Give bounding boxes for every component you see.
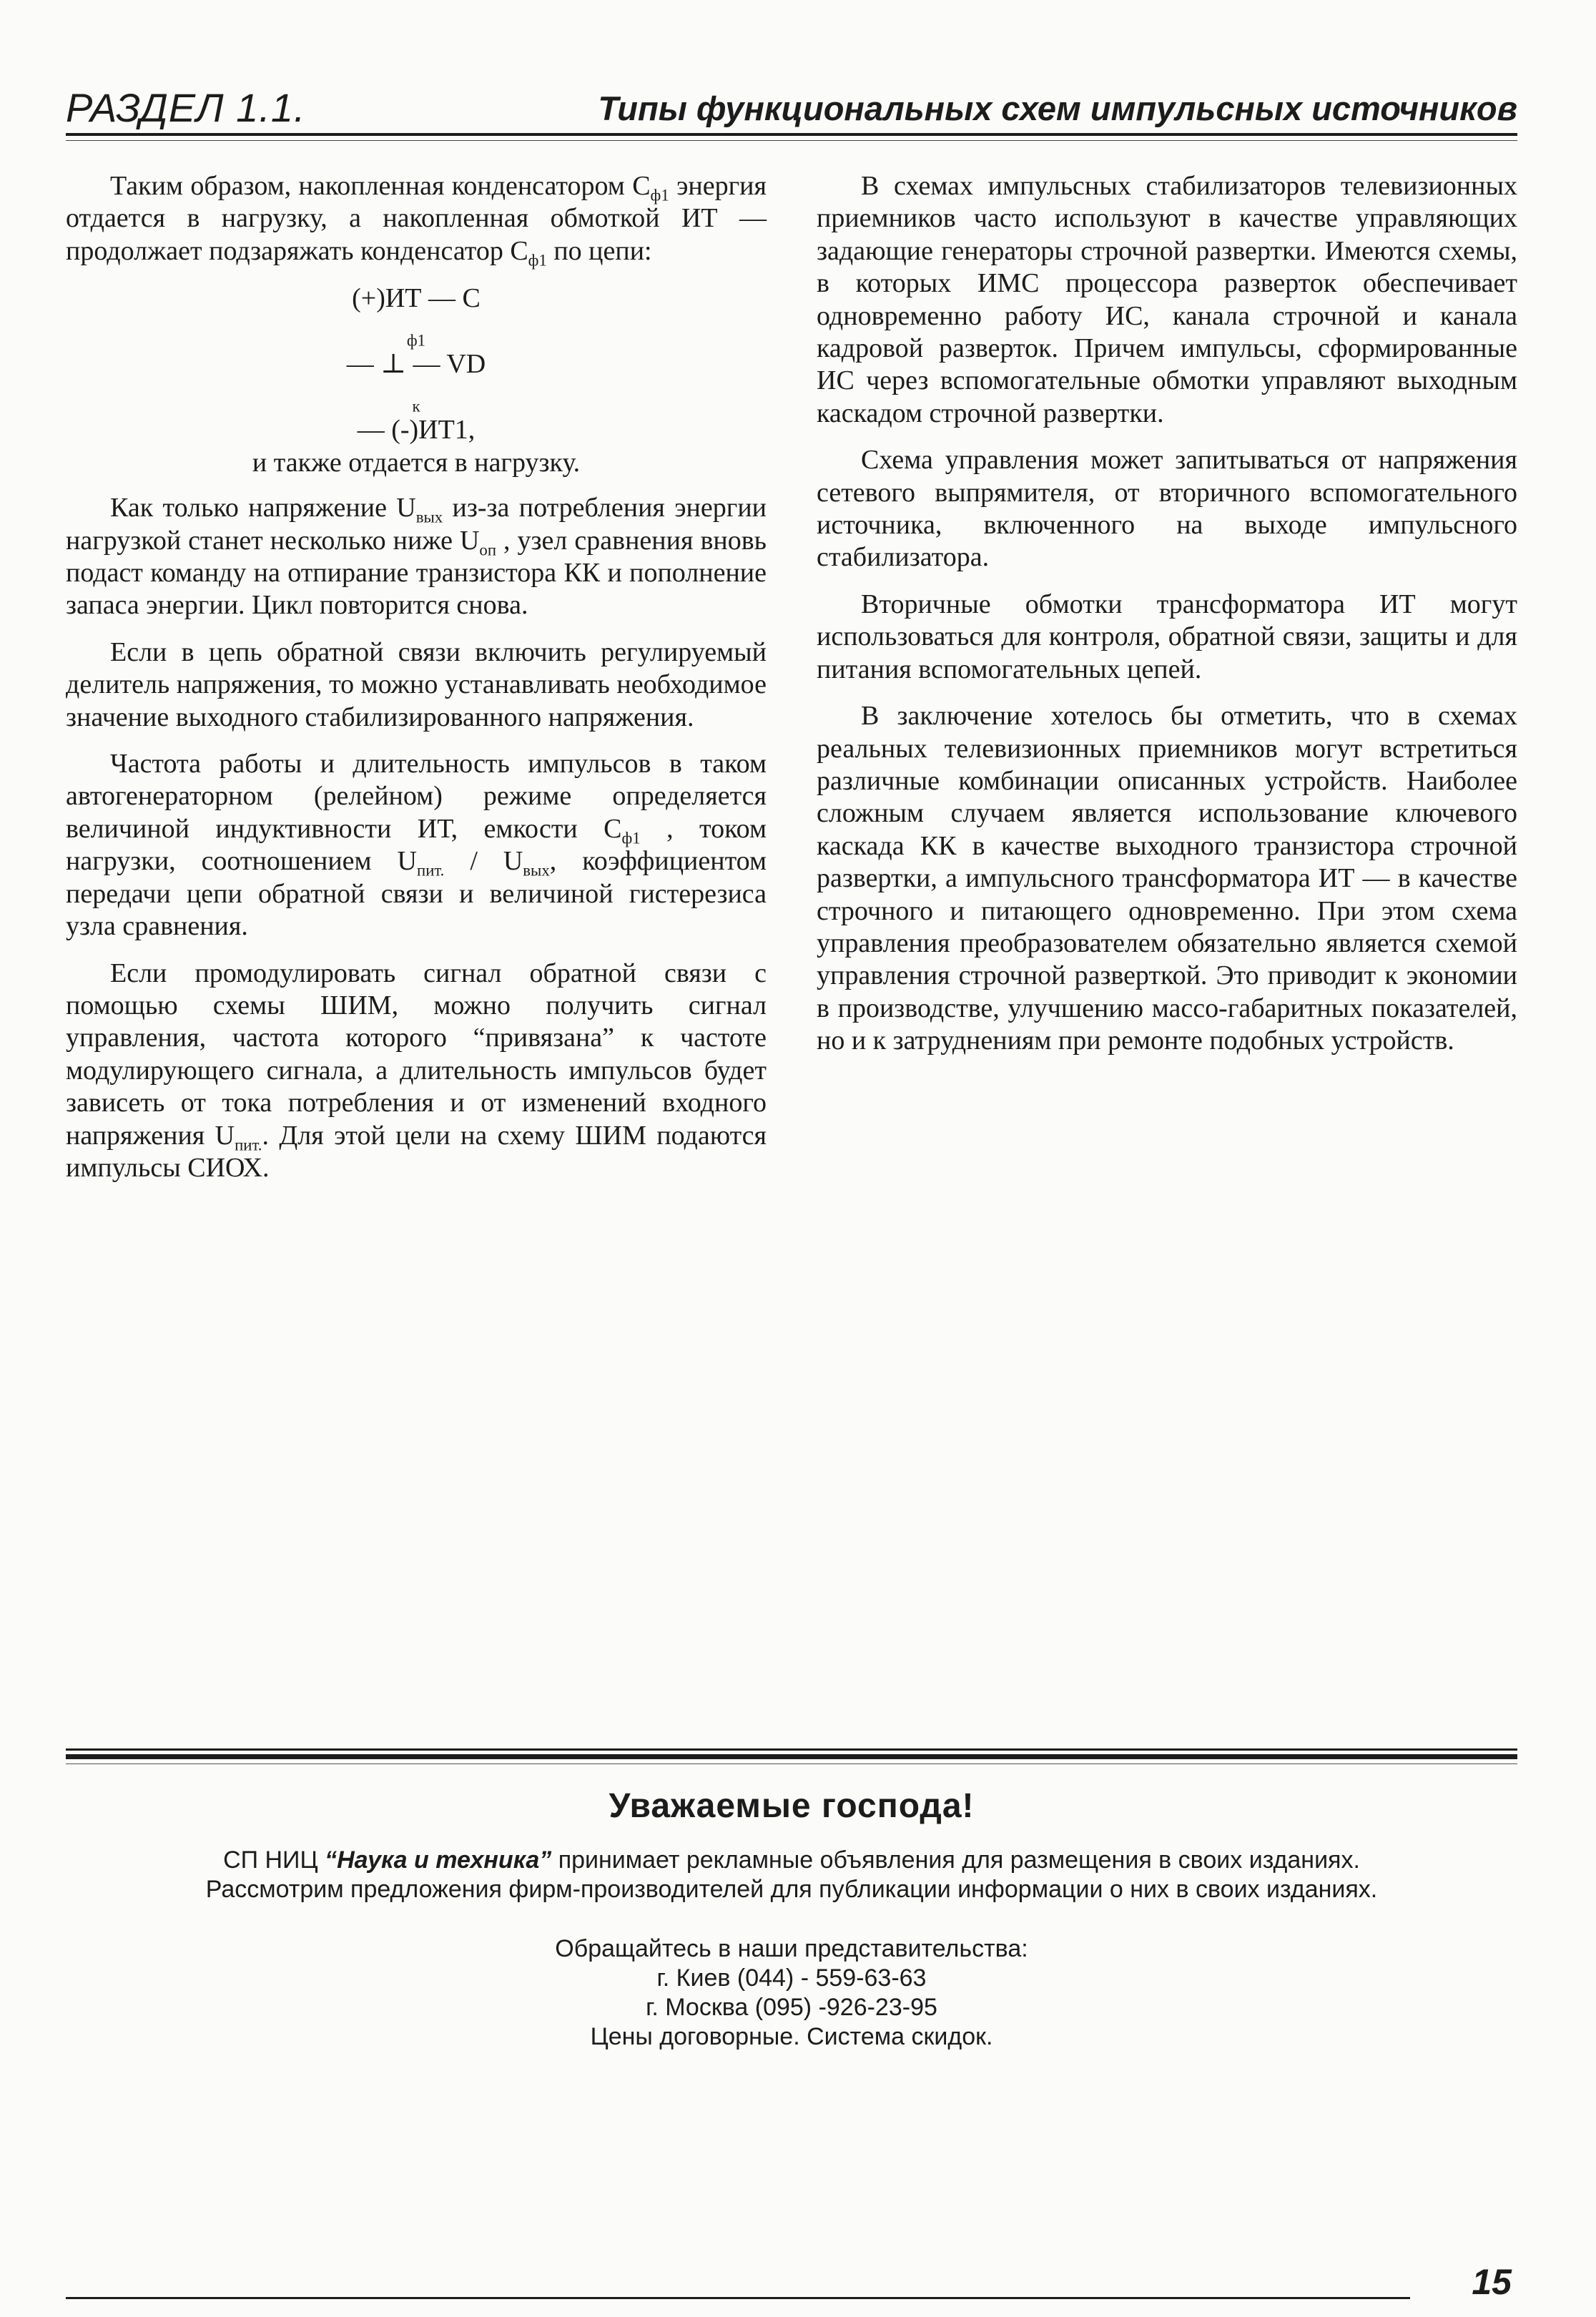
footer-rule [66, 2297, 1410, 2299]
header-rule [66, 133, 1517, 136]
left-column [66, 170, 767, 1199]
ad-separator-thin [66, 1763, 1517, 1764]
contact-kiev: г. Киев (044) - 559-63-63 [656, 1964, 927, 1992]
paragraph: Если в цепь обратной связи включить регулируемый делитель напряжения, то можно устанавливать необходимое значение выходного стабилизированного напряжения. [66, 636, 767, 732]
ad-separator [66, 1748, 1517, 1751]
paragraph: В заключение хотелось бы отметить, что в схемах реальных телевизионных приемников могут встретиться различные комбинации описанных устройств. Наиболее сложным случаем является использование ключевого каскада КК в качестве выходного транзистора строчной развертки, а импульсного трансформатора ИТ — в качестве строчного и питающего одновременно. При этом схема управления преобразователем обязательно является схемой управления строчной разверткой. Это приводит к экономии в производстве, улучшению массо-габаритных показателей, но и к затруднениям при ремонте подобных устройств. [817, 701, 1517, 1056]
paragraph: В схемах импульсных стабилизаторов телевизионных приемников часто используют в качестве управляющих задающие генераторы строчной развертки. Имеются схемы, в которых ИМС процессора разверток обеспечивает одновременно работу ИС, канала строчной и канала кадровой разверток. Причем импульсы, сформированные ИС через вспомогательные обмотки управляют выходным каскадом строчной развертки. [817, 171, 1517, 428]
paragraph: Схема управления может запитываться от напряжения сетевого выпрямителя, от вторичного вспомогательного источника, включенного на выходе импульсного стабилизатора. [817, 445, 1517, 573]
page-number: 15 [1472, 2262, 1512, 2302]
paragraph: Таким образом, накопленная конденсатором $С_{ф1}$ энергия отдается в нагрузку, а накопленная обмоткой ИТ — продолжает подзаряжать конденсатор $С_{ф1}$ по цепи: [66, 171, 767, 270]
paragraph: Частота работы и длительность импульсов в таком автогенераторном (релейном) режиме определяется величиной индуктивности ИТ, емкости $С_{ф1}$ , током нагрузки, соотношением $U_{пит.} / U_{вых}$, коэффициентом передачи цепи обратной связи и величиной гистерезиса узла сравнения. [66, 749, 767, 942]
circuit-formula: (+)ИТ — С $_{ф1}$ — ⊥ — VD $_к$ — (-)ИТ1, и также отдается в нагрузку. [252, 283, 581, 478]
paragraph: Если промодулировать сигнал обратной связи с помощью схемы ШИМ, можно получить сигнал управления, частота которого “привязана” к частоте модулирующего сигнала, а длительность импульсов будет зависеть от тока потребления и от изменений входного напряжения $U_{пит.}$. Для этой цели на схему ШИМ подаются импульсы СИОХ. [66, 958, 767, 1183]
header-rule-thin [66, 140, 1517, 141]
section-label: РАЗДЕЛ 1.1. [66, 85, 306, 130]
paragraph: Как только напряжение $U_{вых}$ из-за потребления энергии нагрузкой станет несколько ниже $U_{оп}$ , узел сравнения вновь подаст команду на отпирание транзистора КК и пополнение запаса энергии. Цикл повторится снова. [66, 493, 767, 621]
ad-separator-thick [66, 1754, 1517, 1759]
running-title: Типы функциональных схем импульсных источников [598, 89, 1517, 127]
contact-moscow: г. Москва (095) -926-23-95 [646, 1994, 937, 2021]
ad-text: СП НИЦ “Наука и техника” принимает рекламные объявления для размещения в своих изданиях. Рассмотрим предложения фирм-производителей для публикации информации о них в своих изданиях. [205, 1846, 1378, 1903]
ad-title: Уважаемые господа! [609, 1787, 975, 1825]
right-column [817, 170, 1517, 1072]
ad-contacts [66, 1934, 1517, 2052]
paragraph: Вторичные обмотки трансформатора ИТ могут использоваться для контроля, обратной связи, защиты и для питания вспомогательных цепей. [817, 589, 1517, 684]
contact-intro: Обращайтесь в наши представительства: [555, 1935, 1028, 1962]
advertisement-block [66, 1786, 1517, 2052]
publisher-name: “Наука и техника” [325, 1846, 552, 1874]
pricing-note: Цены договорные. Система скидок. [590, 2023, 993, 2050]
